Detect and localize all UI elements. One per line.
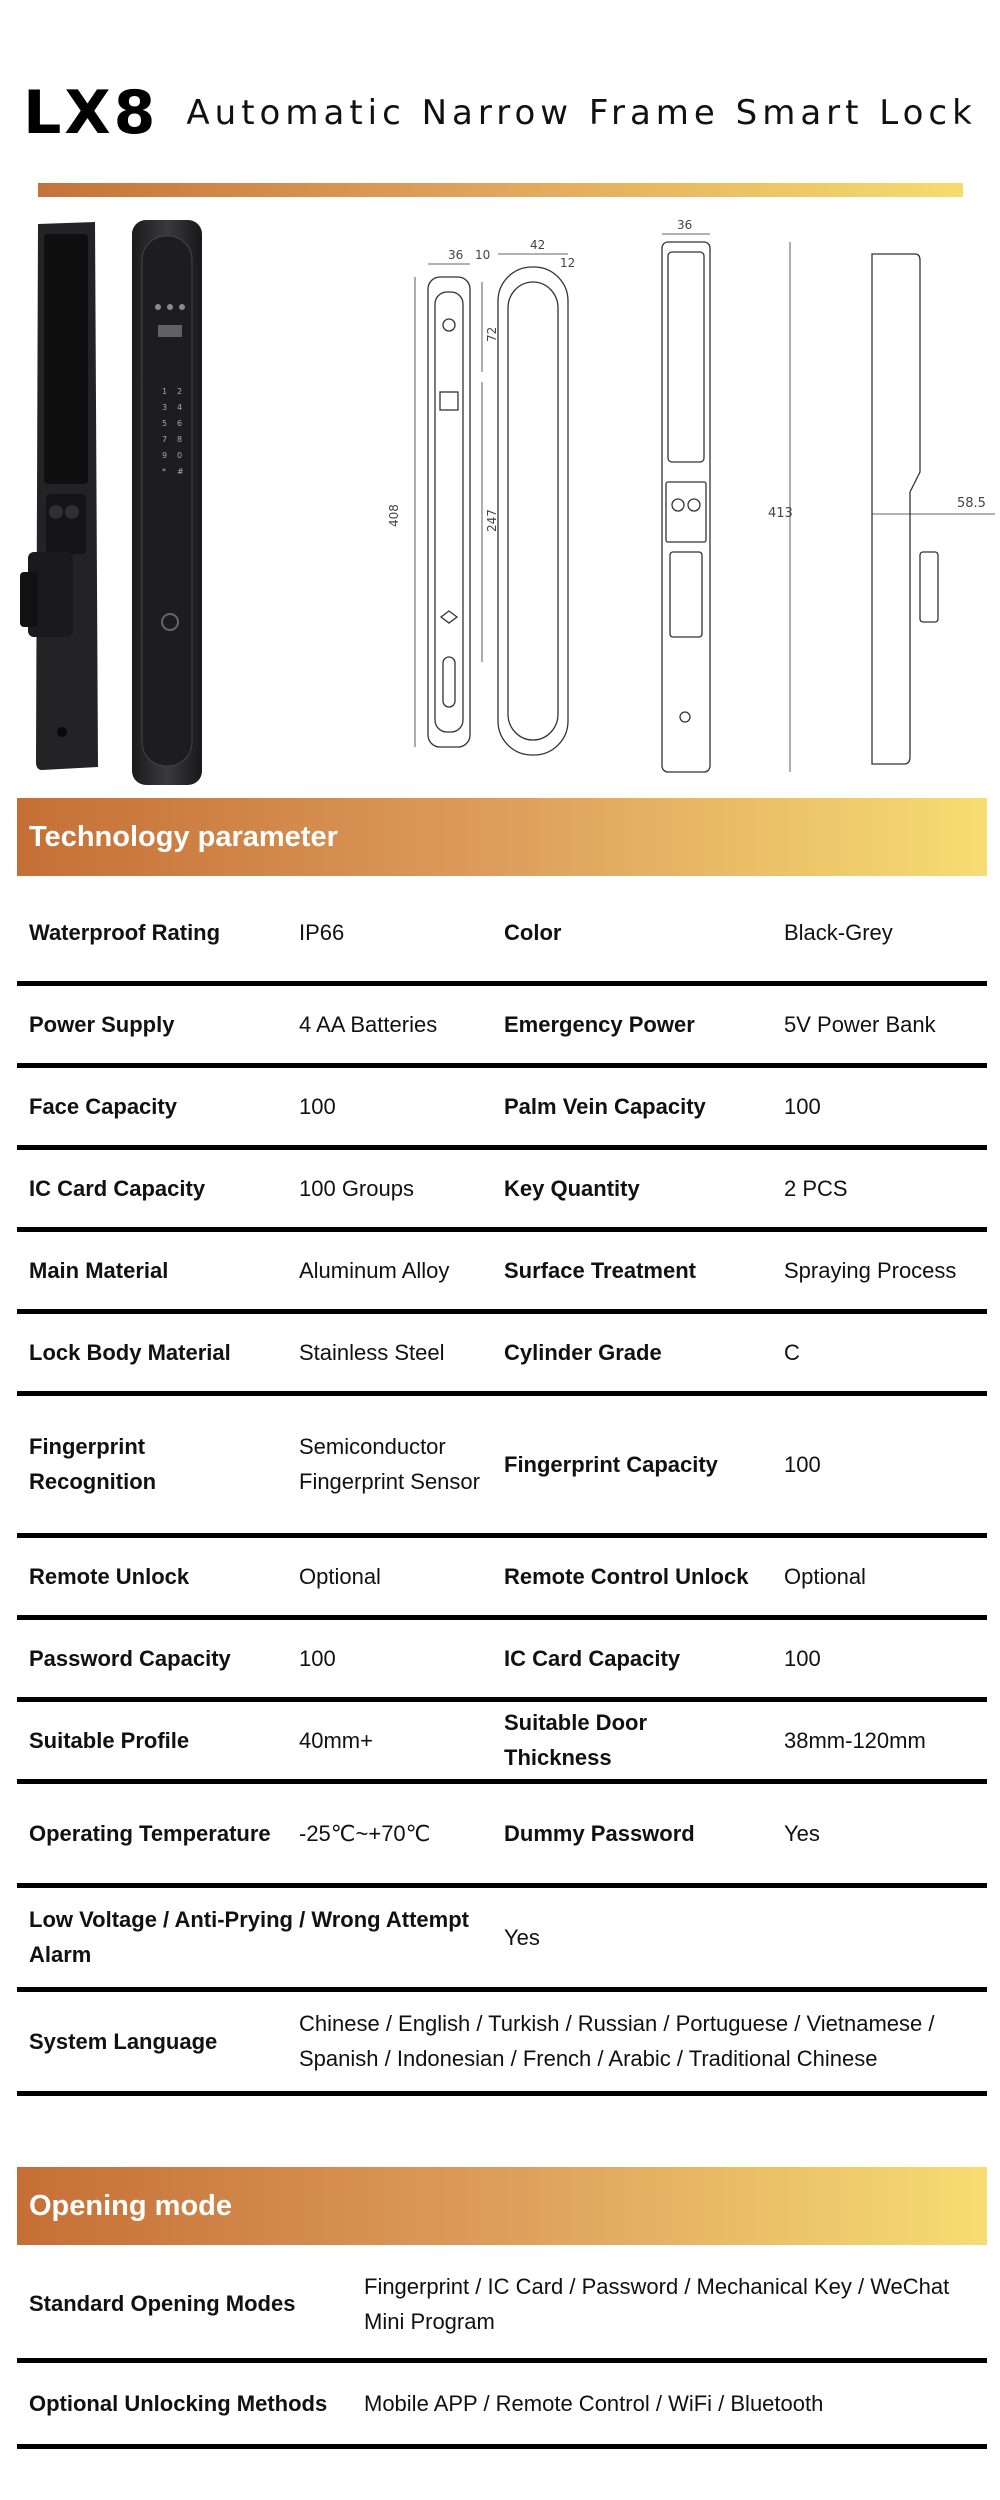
param-value: C — [784, 1339, 800, 1365]
dimension-back-width: 36 — [677, 218, 693, 232]
table-row — [17, 2250, 987, 2360]
table-row — [17, 885, 987, 983]
table-row — [17, 1065, 987, 1147]
mode-label: Optional Unlocking Methods — [29, 2390, 328, 2416]
tech-parameter-header — [17, 798, 987, 876]
dimension-top: 72 — [485, 326, 499, 342]
table-row — [17, 1989, 987, 2093]
opening-mode-header — [17, 2167, 987, 2245]
param-value: Stainless Steel — [299, 1339, 445, 1365]
product-subtitle: Automatic Narrow Frame Smart Lock — [186, 93, 977, 133]
param-label: Color — [504, 920, 562, 946]
keypad-key: 7 — [162, 435, 168, 444]
param-label: Main Material — [29, 1257, 169, 1283]
keypad-key: 0 — [177, 451, 183, 460]
param-label: Face Capacity — [29, 1093, 177, 1119]
dimension-side-depth: 58.5 — [957, 496, 986, 511]
tech-parameter-table — [17, 885, 987, 2096]
param-label: IC Card Capacity — [29, 1175, 206, 1201]
table-row — [17, 1229, 987, 1311]
param-value: 4 AA Batteries — [299, 1011, 438, 1037]
table-row — [17, 1535, 987, 1617]
param-value: Yes — [784, 1820, 820, 1846]
param-label: IC Card Capacity — [504, 1645, 681, 1671]
dimension-middle: 247 — [485, 509, 499, 532]
param-value: 2 PCS — [784, 1175, 848, 1201]
table-row — [17, 1147, 987, 1229]
param-label: Fingerprint Recognition — [29, 1434, 157, 1494]
param-value: Semiconductor Fingerprint Sensor — [299, 1434, 480, 1494]
param-label: System Language — [29, 2028, 218, 2054]
param-label: Dummy Password — [504, 1820, 695, 1846]
model-name: LX8 — [23, 78, 159, 148]
param-value: 100 — [299, 1645, 336, 1671]
mode-value: Mobile APP / Remote Control / WiFi / Bluetooth — [364, 2390, 824, 2416]
table-row — [17, 2360, 987, 2446]
keypad-key: # — [177, 467, 184, 476]
table-row — [17, 1885, 987, 1989]
param-label: Surface Treatment — [504, 1257, 696, 1283]
keypad-key: 2 — [177, 387, 183, 396]
dimension-edge: 12 — [560, 256, 576, 270]
param-value: -25℃~+70℃ — [299, 1820, 431, 1846]
param-value: Optional — [299, 1563, 381, 1589]
opening-mode-title: Opening mode — [29, 2189, 232, 2222]
param-value: 100 — [784, 1093, 821, 1119]
back-view-drawing — [662, 234, 790, 772]
opening-mode-table — [17, 2250, 987, 2449]
param-value: 5V Power Bank — [784, 1011, 936, 1037]
param-label: Suitable Door Thickness — [504, 1710, 648, 1770]
param-value: Yes — [504, 1924, 540, 1950]
keypad-key: 6 — [177, 419, 183, 428]
table-row — [17, 1393, 987, 1535]
keypad-key: 1 — [162, 387, 168, 396]
param-label: Remote Unlock — [29, 1563, 190, 1589]
table-row — [17, 1617, 987, 1699]
dimension-gap: 10 — [475, 248, 491, 262]
page-title — [0, 78, 1000, 148]
keypad-key: 9 — [162, 451, 168, 460]
param-label: Waterproof Rating — [29, 920, 221, 946]
param-value: Chinese / English / Turkish / Russian / Portuguese / Vietnamese / Spanish / Indonesian / French / Arabic / Traditional Chinese — [299, 2011, 935, 2071]
param-value: 40mm+ — [299, 1727, 373, 1753]
dimension-width: 36 — [448, 248, 464, 262]
param-value: 100 — [784, 1645, 821, 1671]
param-label: Remote Control Unlock — [504, 1563, 749, 1589]
mode-label: Standard Opening Modes — [29, 2291, 296, 2317]
accent-bar — [38, 183, 963, 197]
param-label: Fingerprint Capacity — [504, 1451, 718, 1477]
param-label: Suitable Profile — [29, 1727, 190, 1753]
mode-value: Fingerprint / IC Card / Password / Mechanical Key / WeChat Mini Program — [364, 2273, 950, 2334]
keypad-key: 8 — [177, 435, 183, 444]
param-label: Lock Body Material — [29, 1339, 231, 1365]
param-label: Emergency Power — [504, 1011, 695, 1037]
keypad-key: * — [162, 467, 166, 476]
dimension-depth: 42 — [530, 238, 546, 252]
param-label: Password Capacity — [29, 1645, 231, 1671]
param-value: Spraying Process — [784, 1257, 957, 1283]
lock-photo — [20, 220, 202, 785]
param-label: Operating Temperature — [29, 1820, 271, 1846]
param-value: 38mm-120mm — [784, 1727, 926, 1753]
param-label: Cylinder Grade — [504, 1339, 662, 1365]
keypad-key: 4 — [177, 403, 183, 412]
table-row — [17, 983, 987, 1065]
param-label: Key Quantity — [504, 1175, 640, 1201]
product-illustration — [20, 212, 995, 792]
keypad-key: 3 — [162, 403, 168, 412]
table-row — [17, 1311, 987, 1393]
param-label: Low Voltage / Anti-Prying / Wrong Attempt Alarm — [29, 1907, 469, 1967]
param-label: Power Supply — [29, 1011, 175, 1037]
dimension-back-height: 413 — [768, 506, 793, 521]
table-row — [17, 1699, 987, 1781]
param-value: Black-Grey — [784, 920, 893, 946]
dimension-height: 408 — [387, 504, 401, 527]
table-row — [17, 1781, 987, 1885]
param-value: 100 Groups — [299, 1175, 414, 1201]
param-label: Palm Vein Capacity — [504, 1093, 706, 1119]
param-value: IP66 — [299, 920, 345, 946]
param-value: Aluminum Alloy — [299, 1257, 450, 1283]
keypad-key: 5 — [162, 419, 168, 428]
param-value: Optional — [784, 1563, 866, 1589]
param-value: 100 — [299, 1093, 336, 1119]
tech-parameter-title: Technology parameter — [29, 820, 338, 853]
param-value: 100 — [784, 1451, 821, 1477]
front-view-drawing — [415, 264, 470, 747]
